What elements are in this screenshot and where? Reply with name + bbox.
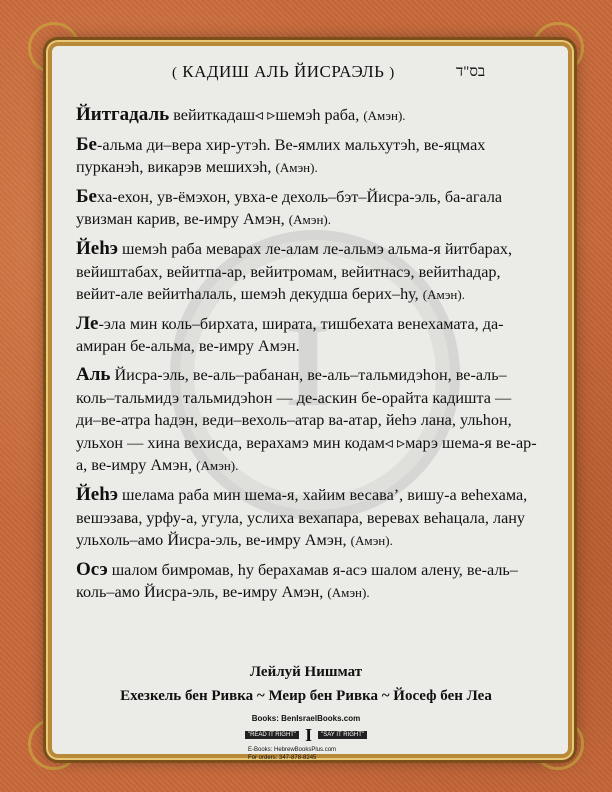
prayer-text [76, 104, 538, 611]
paragraph-6 [76, 364, 538, 478]
bs-header: בס"ד [456, 64, 486, 80]
paragraph-lead: Бе [76, 133, 97, 155]
paragraph-body: шелама раба мин шема-я, xайим весава’, вишу-а веheхама, вешэзава, урфу-а, угула, услиxа вехапара, веревах веhацала, лану ульхоль–амо Йисра-эль, ве-имру Амэн, [76, 485, 528, 550]
amen-response: (Амэн). [196, 458, 239, 474]
paragraph-8 [76, 559, 538, 605]
logo-left-slogan: "READ IT RIGHT" [245, 731, 299, 739]
orders-phone: For orders: 347-878-8245 [248, 755, 317, 761]
paragraph-body: -альмa ди–вера хир-утэh. Ве-ямлих мальхутэh, ве-яцмаx пурканэh, викарэв мешиxэh, [76, 135, 486, 177]
paragraph-5 [76, 313, 538, 358]
logo-letter: I [305, 724, 313, 745]
paragraph-body: шалом бимромав, hу бераxамав я-асэ шалом алену, ве-аль–коль–амо Йисра-эль, ве-имру Амэн, [76, 560, 518, 602]
watermark-logo: I [284, 298, 332, 431]
paragraph-body: xа-ехон, ув-ёмэхон, увxа-е дехоль–бэт–Йисра-эль, ба-агала увизман карив, ве-имру Амэн, [76, 187, 503, 229]
paragraph-lead: Йеhэ [76, 483, 118, 505]
title-ornament-right: ) [389, 65, 395, 81]
amen-response: (Амэн). [363, 108, 406, 123]
title-ornament-left: ( [172, 65, 178, 81]
logo-right-slogan: "SAY IT RIGHT" [318, 731, 367, 739]
paragraph-lead: Йитгадаль [76, 104, 170, 125]
contact-info [248, 746, 388, 762]
amen-response: (Амэн). [288, 212, 331, 228]
paragraph-4 [76, 238, 538, 307]
paragraph-lead: Бе [76, 185, 97, 207]
paragraph-lead: Аль [76, 363, 111, 385]
books-link[interactable]: Books: BenIsraelBooks.com [251, 714, 361, 723]
amen-response: (Амэн). [350, 533, 393, 549]
paragraph-body: Йисра-эль, ве-аль–рабанан, ве-аль–тальмидэhон, ве-аль–коль–тальмидэ тальмидэhон — де-аскин бе-орайта кадишта — ди–ве-атра hадэн, веди–вехоль–атар ва-атар, йеhэ лана, ульhон, ульхон — xина веxисда, вераxамэ мин кодам◃ ▹марэ шема-я ве-ар-а, ве-имру Амэн, [76, 365, 537, 475]
paragraph-2 [76, 134, 538, 180]
paragraph-body: вейиткадаш◃ ▹шемэh раба, [173, 106, 364, 124]
dedication-title: Лейлуй Нишмат [249, 664, 363, 680]
paragraph-lead: Йеhэ [76, 237, 118, 259]
paragraph-body: шемэh раба меварах ле-алам ле-альмэ альма-я йитбарах, вейиштабаx, вейитпа-ар, вейитромам, вейитнасэ, вейитhадар, вейит-але вейитhалаль, шемэh декудша бериx–hу, [76, 239, 513, 304]
publisher-logo [236, 726, 376, 744]
dedication-names: Ехезкель бен Ривка ~ Меир бен Ривка ~ Йосеф бен Леа [120, 688, 492, 704]
ebooks-link[interactable]: E-Books: HebrewBooksPlus.com [248, 747, 337, 753]
paragraph-1 [76, 104, 538, 128]
amen-response: (Амэн). [422, 287, 465, 303]
title-text: КАДИШ АЛЬ ЙИСРАЭЛЬ [182, 62, 385, 81]
amen-response: (Амэн). [327, 585, 370, 601]
paragraph-lead: Осэ [76, 558, 108, 580]
paragraph-body: -эла мин коль–бирхата, ширата, тишбеxата венеxамата, да-амиран бе-альма, ве-имру Амэн. [76, 314, 504, 356]
amen-response: (Амэн). [275, 160, 318, 176]
paragraph-7 [76, 484, 538, 553]
page-title [172, 62, 472, 88]
paragraph-lead: Ле [76, 312, 99, 334]
paragraph-3 [76, 186, 538, 232]
